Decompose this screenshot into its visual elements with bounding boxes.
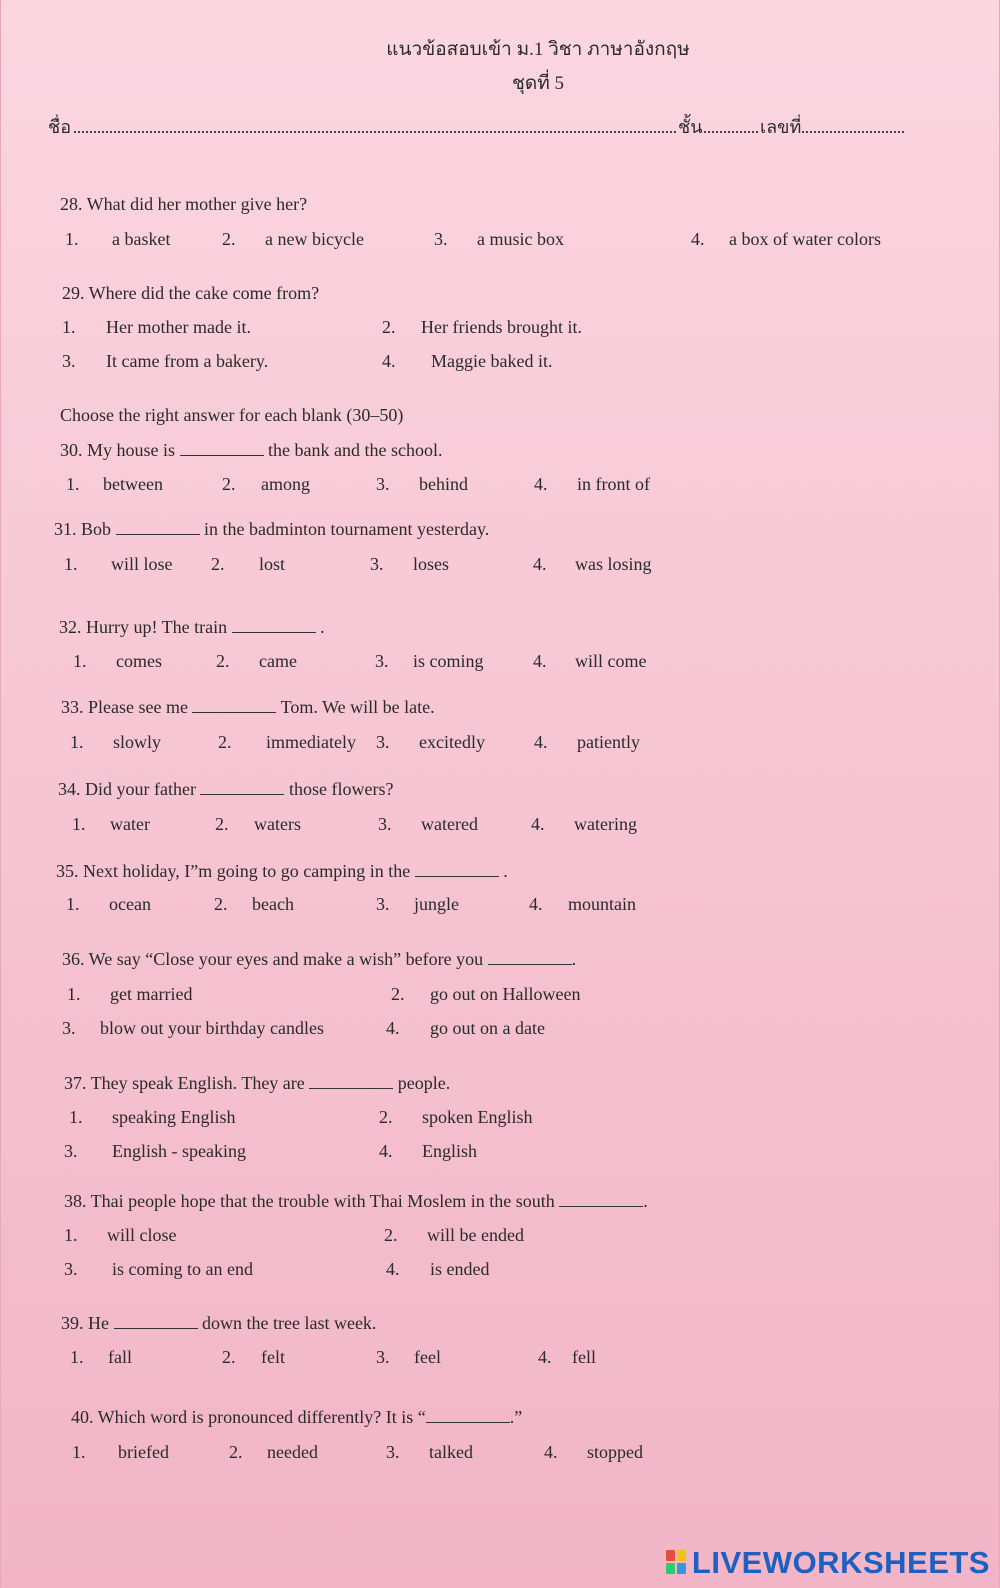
option-number: 1. xyxy=(72,814,86,834)
question-text: . xyxy=(503,861,508,881)
liveworksheets-mark-icon xyxy=(666,1550,688,1576)
number-field[interactable] xyxy=(802,119,904,133)
question-29: 29. Where did the cake come from? xyxy=(62,283,320,303)
option-number: 3. xyxy=(64,1259,78,1279)
option-text[interactable]: immediately xyxy=(266,732,356,752)
name-field[interactable] xyxy=(74,119,676,133)
option-number: 3. xyxy=(378,814,392,834)
question-text: 34. Did your father xyxy=(58,779,196,799)
question-text: 31. Bob xyxy=(54,519,112,539)
option-text[interactable]: will close xyxy=(107,1225,177,1245)
question-33 xyxy=(61,696,435,718)
option-text[interactable]: go out on a date xyxy=(430,1018,545,1038)
question-text: 37. They speak English. They are xyxy=(64,1073,305,1093)
option-number: 4. xyxy=(379,1141,393,1161)
question-text: 32. Hurry up! The train xyxy=(59,617,228,637)
option-number: 3. xyxy=(375,651,389,671)
option-number: 1. xyxy=(64,554,78,574)
brand-name: LIVEWORKSHEETS xyxy=(691,1545,990,1580)
option-text[interactable]: a basket xyxy=(112,229,171,249)
question-text: 38. Thai people hope that the trouble with Thai Moslem in the south xyxy=(64,1191,555,1211)
question-37 xyxy=(64,1072,450,1094)
answer-blank[interactable] xyxy=(180,441,264,456)
option-text[interactable]: speaking English xyxy=(112,1107,236,1127)
option-text[interactable]: stopped xyxy=(587,1442,643,1462)
option-text[interactable]: fell xyxy=(572,1347,596,1367)
liveworksheets-logo xyxy=(666,1546,990,1580)
question-31 xyxy=(54,518,489,540)
option-number: 4. xyxy=(533,651,547,671)
worksheet-set: ชุดที่ 5 xyxy=(511,73,564,94)
option-number: 2. xyxy=(382,317,396,337)
option-text[interactable]: watering xyxy=(574,814,637,834)
question-28: 28. What did her mother give her? xyxy=(60,194,308,214)
option-text[interactable]: was losing xyxy=(575,554,652,574)
question-text: . xyxy=(320,617,325,637)
option-text[interactable]: feel xyxy=(414,1347,441,1367)
option-number: 3. xyxy=(370,554,384,574)
option-text[interactable]: get married xyxy=(110,984,193,1004)
option-text[interactable]: among xyxy=(261,474,310,494)
option-number: 2. xyxy=(218,732,232,752)
class-field[interactable] xyxy=(704,119,758,133)
option-number: 1. xyxy=(64,1225,78,1245)
option-number: 1. xyxy=(66,894,80,914)
option-number: 3. xyxy=(376,894,390,914)
option-number: 2. xyxy=(384,1225,398,1245)
answer-blank[interactable] xyxy=(114,1314,198,1329)
option-number: 4. xyxy=(538,1347,552,1367)
option-text[interactable]: blow out your birthday candles xyxy=(100,1018,324,1038)
option-text[interactable]: beach xyxy=(252,894,294,914)
option-text[interactable]: mountain xyxy=(568,894,636,914)
option-text[interactable]: excitedly xyxy=(419,732,485,752)
option-number: 1. xyxy=(67,984,81,1004)
option-text[interactable]: will come xyxy=(575,651,647,671)
option-text[interactable]: is coming xyxy=(413,651,484,671)
option-number: 1. xyxy=(62,317,76,337)
answer-blank[interactable] xyxy=(488,950,572,965)
question-34 xyxy=(58,778,393,800)
option-number: 4. xyxy=(534,732,548,752)
section-instruction: Choose the right answer for each blank (30–50) xyxy=(60,405,404,425)
option-text[interactable]: waters xyxy=(254,814,301,834)
option-text[interactable]: a new bicycle xyxy=(265,229,364,249)
answer-blank[interactable] xyxy=(116,520,200,535)
option-text[interactable]: Maggie baked it. xyxy=(431,351,553,371)
option-number: 1. xyxy=(70,1347,84,1367)
option-text[interactable]: water xyxy=(110,814,150,834)
option-text[interactable]: a music box xyxy=(477,229,564,249)
question-text: 40. Which word is pronounced differently? It is “ xyxy=(71,1407,426,1427)
option-text[interactable]: is coming to an end xyxy=(112,1259,253,1279)
question-36 xyxy=(62,948,576,970)
option-text[interactable]: English xyxy=(422,1141,478,1161)
answer-blank[interactable] xyxy=(426,1408,510,1423)
question-text: the bank and the school. xyxy=(268,440,443,460)
option-number: 2. xyxy=(214,894,228,914)
answer-blank[interactable] xyxy=(232,618,316,633)
question-38 xyxy=(64,1190,648,1212)
option-number: 2. xyxy=(379,1107,393,1127)
question-text: 35. Next holiday, I”m going to go camping in the xyxy=(56,861,411,881)
option-text[interactable]: briefed xyxy=(118,1442,169,1462)
option-number: 4. xyxy=(386,1018,400,1038)
question-text: 39. He xyxy=(61,1313,109,1333)
option-text[interactable]: a box of water colors xyxy=(729,229,881,249)
option-number: 2. xyxy=(229,1442,243,1462)
question-text: . xyxy=(643,1191,648,1211)
option-text[interactable]: lost xyxy=(259,554,286,574)
option-text[interactable]: came xyxy=(259,651,297,671)
option-text[interactable]: felt xyxy=(261,1347,285,1367)
class-label: ชั้น xyxy=(678,117,703,137)
question-39 xyxy=(61,1312,376,1334)
option-text[interactable]: Her friends brought it. xyxy=(421,317,582,337)
option-number: 4. xyxy=(386,1259,400,1279)
option-text[interactable]: watered xyxy=(421,814,478,834)
option-number: 3. xyxy=(376,474,390,494)
option-number: 2. xyxy=(211,554,225,574)
option-text[interactable]: slowly xyxy=(113,732,162,752)
option-number: 2. xyxy=(216,651,230,671)
option-text[interactable]: is ended xyxy=(430,1259,490,1279)
option-text[interactable]: ocean xyxy=(109,894,151,914)
option-number: 4. xyxy=(533,554,547,574)
question-text: Tom. We will be late. xyxy=(280,697,435,717)
question-text: people. xyxy=(397,1073,451,1093)
question-text: 36. We say “Close your eyes and make a wish” before you xyxy=(62,949,484,969)
option-text[interactable]: Her mother made it. xyxy=(106,317,251,337)
option-text[interactable]: English - speaking xyxy=(112,1141,246,1161)
option-number: 1. xyxy=(70,732,84,752)
option-number: 3. xyxy=(376,732,390,752)
question-text: those flowers? xyxy=(288,779,394,799)
question-text: . xyxy=(571,949,577,969)
option-number: 3. xyxy=(62,1018,76,1038)
option-text[interactable]: talked xyxy=(429,1442,473,1462)
option-text[interactable]: between xyxy=(103,474,163,494)
option-text[interactable]: fall xyxy=(108,1347,132,1367)
option-number: 4. xyxy=(534,474,548,494)
answer-blank[interactable] xyxy=(415,862,499,877)
option-number: 2. xyxy=(222,474,236,494)
option-number: 1. xyxy=(69,1107,83,1127)
option-number: 3. xyxy=(386,1442,400,1462)
option-number: 4. xyxy=(531,814,545,834)
option-number: 2. xyxy=(222,1347,236,1367)
question-40 xyxy=(71,1406,522,1428)
option-text[interactable]: patiently xyxy=(577,732,640,752)
option-number: 4. xyxy=(544,1442,558,1462)
option-text[interactable]: behind xyxy=(419,474,468,494)
option-number: 3. xyxy=(64,1141,78,1161)
question-text: in the badminton tournament yesterday. xyxy=(204,519,490,539)
option-number: 1. xyxy=(73,651,87,671)
answer-blank[interactable] xyxy=(309,1074,393,1089)
option-text[interactable]: spoken English xyxy=(422,1107,533,1127)
worksheet-title: แนวข้อสอบเข้า ม.1 วิชา ภาษาอังกฤษ xyxy=(386,39,690,60)
option-text[interactable]: in front of xyxy=(577,474,650,494)
option-number: 4. xyxy=(529,894,543,914)
option-number: 1. xyxy=(65,229,79,249)
question-text: 30. My house is xyxy=(60,440,176,460)
option-text[interactable]: go out on Halloween xyxy=(430,984,581,1004)
option-number: 3. xyxy=(434,229,448,249)
option-text[interactable]: needed xyxy=(267,1442,318,1462)
name-label: ชื่อ xyxy=(48,117,72,137)
question-32 xyxy=(59,616,325,638)
question-35 xyxy=(56,860,508,882)
option-number: 3. xyxy=(62,351,76,371)
answer-blank[interactable] xyxy=(200,780,284,795)
option-text[interactable]: loses xyxy=(413,554,449,574)
option-number: 3. xyxy=(376,1347,390,1367)
question-text: down the tree last week. xyxy=(202,1313,377,1333)
option-number: 4. xyxy=(382,351,396,371)
option-number: 1. xyxy=(72,1442,86,1462)
question-text: 33. Please see me xyxy=(61,697,188,717)
question-30 xyxy=(60,439,442,461)
option-number: 2. xyxy=(391,984,405,1004)
option-text[interactable]: will be ended xyxy=(427,1225,524,1245)
option-text[interactable]: It came from a bakery. xyxy=(106,351,269,371)
answer-blank[interactable] xyxy=(192,698,276,713)
option-text[interactable]: jungle xyxy=(414,894,459,914)
option-number: 2. xyxy=(222,229,236,249)
answer-blank[interactable] xyxy=(559,1192,643,1207)
option-number: 4. xyxy=(691,229,705,249)
option-number: 1. xyxy=(66,474,80,494)
option-text[interactable]: comes xyxy=(116,651,162,671)
option-number: 2. xyxy=(215,814,229,834)
question-text: .” xyxy=(509,1407,523,1427)
option-text[interactable]: will lose xyxy=(111,554,173,574)
number-label: เลขที่ xyxy=(760,117,802,137)
